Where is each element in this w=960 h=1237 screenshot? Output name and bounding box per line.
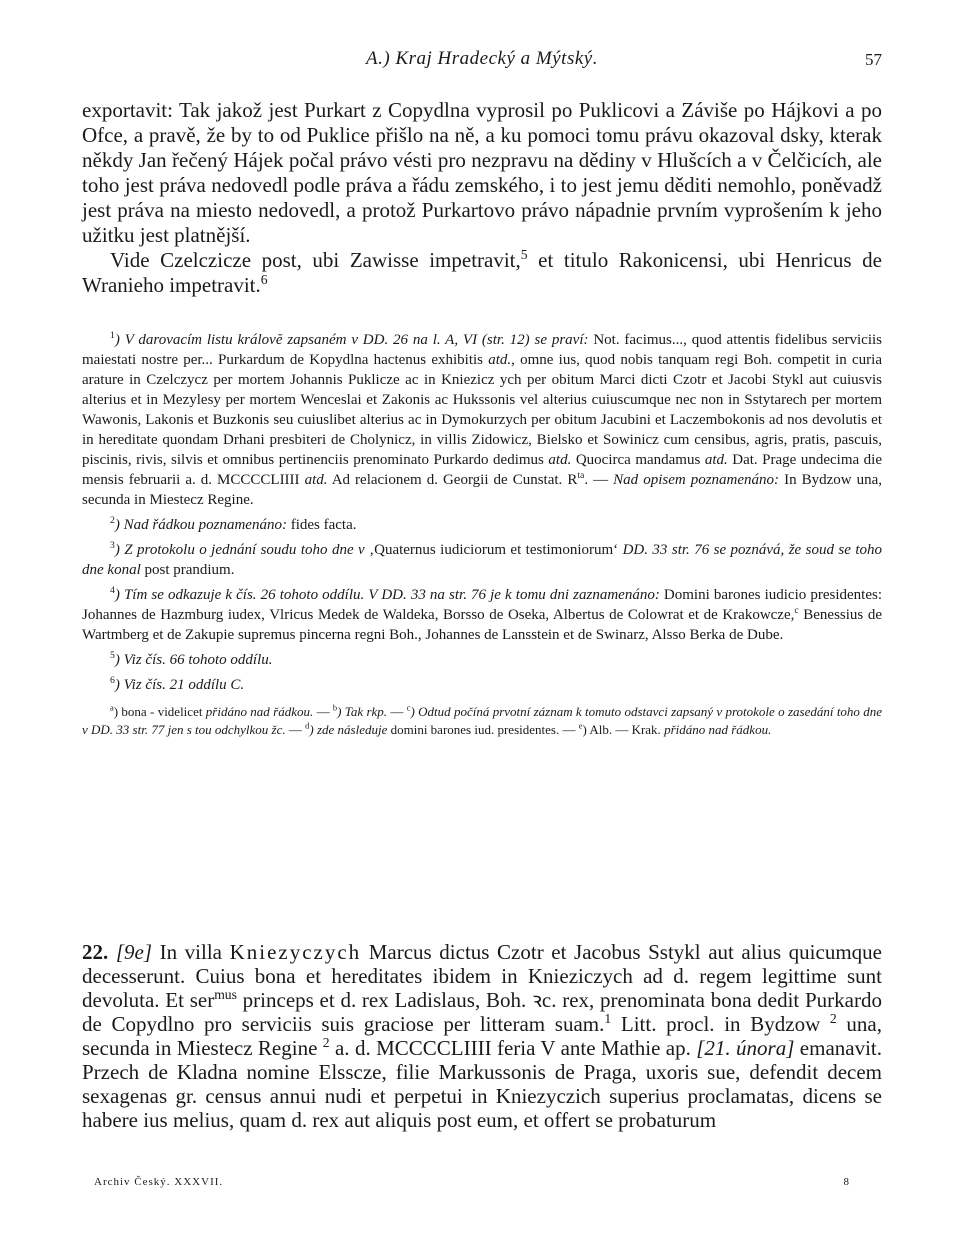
footnote-italic: atd. [704, 452, 728, 468]
footnote-ref: 1 [604, 1011, 612, 1026]
main-text [82, 98, 882, 298]
entry-text: emanavit. Przech de Kladna nomine Elsscze, filie Markussonis de Praga, uxoris sue, defendit decem sexagenas gr. census annui nudi et perpetui in Kniezyczich superius proclamatas, dicens se habere ius melius, quam d. rex aut aliquis post eum, et offert se probaturum [82, 1036, 883, 1132]
footnote-text: Quocirca mandamus [571, 452, 705, 468]
running-title: A.) Kraj Hradecký a Mýtský. [366, 48, 598, 69]
apparatus-marker: c [406, 702, 411, 713]
footnote-text: In Bydzow una, secunda in Miestecz Regine. [82, 472, 883, 508]
footnote-italic: ) Viz čís. 21 oddílu C. [114, 677, 245, 693]
footnote-text: fides facta. [286, 517, 357, 533]
printer-signature: Archiv Český. XXXVII. [94, 1176, 224, 1188]
footnote-text: Benessius de Wartmberg et de Zakupie supremus pincerna regni Boh., Johannes de Lansstein et de Swinarz, Alsso Berka de Dube. [82, 607, 882, 643]
footnote-italic: atd. [304, 472, 328, 488]
footnote-text: Dat. Prage undecima die mensis februarii a. d. MCCCCLIIII [82, 452, 882, 488]
footnote-text: . — [584, 472, 614, 488]
entry-paragraph [82, 940, 882, 1132]
footnote-text: Domini barones iudicio presidentes: Johannes de Hazmburg iudex, Vlricus Medek de Waldeka, Borsso de Oseka, Albertus de Colowrat et de Krakowcze, [82, 587, 882, 623]
footnote-italic: Nad opisem poznamenáno: [613, 472, 780, 488]
footnote-italic: ) Z protokolu o jednání soudu toho dne v [114, 542, 365, 558]
apparatus-marker: d [305, 720, 310, 731]
paragraph-exportavit [82, 98, 882, 248]
entry-text: In villa [159, 940, 230, 964]
footnote-ref: 2 [322, 1035, 330, 1050]
apparatus-text: — [387, 704, 407, 719]
paragraph-text: Vide Czelczicze post, ubi Zawisse impetravit, [110, 248, 521, 272]
footnote-text: Not. facimus..., quod attentis fidelibus serviciis maiestati nostre per... Purkardum de Kopydlna hactenus exhibitis [82, 332, 882, 368]
footnote-ref: 6 [260, 272, 268, 287]
entry-place: Kniezyczych [229, 940, 362, 964]
apparatus-text: domini barones iud. presidentes. — [387, 722, 579, 737]
entry-date: [21. února] [696, 1036, 795, 1060]
apparatus-text: ) bona - videlicet [113, 704, 206, 719]
entry-number: 22. [82, 940, 109, 964]
footnote-marker: 6 [110, 675, 115, 686]
apparatus-marker: e [578, 720, 583, 731]
footnote-marker: 5 [110, 650, 115, 661]
entry-sup: mus [214, 987, 237, 1002]
footnote-italic: DD. 33 str. 76 se poznává, že soud se toho dne konal [82, 542, 882, 578]
footnote-marker: 4 [110, 585, 115, 596]
footnote-marker: 3 [110, 540, 115, 551]
footnote-italic: ) Tím se odkazuje k čís. 26 tohoto oddílu. V DD. 33 na str. 76 je k tomu dni zaznamenáno: [114, 587, 660, 603]
apparatus-italic: ) Odtud počíná prvotní záznam k tomuto odstavci zapsaný v protokole o zasedání toho dne v DD. 33 str. 77 jen s tou odchylkou žc. [82, 704, 883, 737]
footnote-text: post prandium. [140, 562, 235, 578]
apparatus-marker: a [110, 702, 114, 713]
footnote-6 [82, 675, 882, 695]
entry-text: Marcus dictus Czotr et Jacobus Sstykl aut alius quicumque decesserunt. Cuius bona et hereditates ibidem in Knieziczych ad d. regem legittime sunt devoluta. Et ser [82, 940, 882, 1012]
footnote-italic: atd. [488, 352, 512, 368]
apparatus-italic: přidáno nad řádkou. [664, 722, 772, 737]
paragraph-text: exportavit: Tak jakož jest Purkart z Copydlna vyprosil po Puklicovi a Záviše po Hájkovi a po Ofce, a pravě, že by to od Puklice přišlo na ně, a ku pomoci tomu právu okazoval dsky, kterak někdy Jan řečený Hájek počal právo vésti pro nezpravu na dědiny v Hlušcích a v Čelčicích, ale toho jest práva nedovedl podle práva a řádu zemského, i to jest jemu děditi nemohlo, poněvadž jest práva na miesto nedovedl, a protož Purkartovo právo nápadnie prvním vyprošením k jeho užitku jest platnější. [82, 98, 882, 247]
footnote-ref: 2 [829, 1011, 837, 1026]
footnote-4 [82, 585, 882, 645]
apparatus-text: — [313, 704, 333, 719]
footnotes [82, 330, 882, 744]
footnote-3 [82, 540, 882, 580]
entry-text: princeps et d. rex Ladislaus, Boh. ꝛc. rex, prenominata bona dedit Purkardo de Copydlno pro serviciis suis graciose per litteram suam. [82, 988, 882, 1036]
page-header [82, 48, 882, 76]
footnote-marker: 1 [110, 330, 115, 341]
paragraph-vide [82, 248, 882, 298]
critical-apparatus [82, 703, 882, 739]
apparatus-italic: ) zde následuje [309, 722, 388, 737]
apparatus-italic: přidáno nad řádkou. [205, 704, 314, 719]
footnote-sup: c [794, 605, 799, 616]
footnote-italic: atd. [548, 452, 572, 468]
entry-text: una, secunda in Miestecz Regine [82, 1012, 882, 1060]
page-number: 57 [865, 50, 882, 69]
sheet-number: 8 [843, 1176, 850, 1188]
page-footer [82, 1168, 882, 1188]
footnote-1 [82, 330, 882, 510]
footnote-text: , omne ius, quod nobis tanquam regi Boh. competit in curia arature in Czelczycz per mortem Johannis Puklicze ac in Kniezicz ych per obitum Marci dicti Czotr et Jacobi Stykl aut cuiusvis alterius et in Mezylesy per mortem Wenceslai et Zakonis ac Hukssonis vel alterius cuiuscumque nec non in Sstytarech per mortem Wawonis, Lakonis et Buzkonis seu cuiuslibet alterius ac in Dymokurzych per obitum Jacubini et Laczembokonis ad nos devolutis et in hereditate quondam Drhani presbiteri de Cholynicz, in villis Zidowicz, Bielsko et Sowinicz cum censibus, agris, pratis, pascuis, piscinis, rivis, silvis et omnibus pertinenciis prenominato Purkardo dedimus [82, 352, 883, 468]
apparatus-text: ) Alb. — Krak. [582, 722, 665, 737]
footnote-5 [82, 650, 882, 670]
footnote-sup: ta [577, 470, 585, 481]
footnote-italic: ) Nad řádkou poznamenáno: [114, 517, 287, 533]
footnote-ref: 5 [520, 247, 528, 262]
footnote-italic: ) Viz čís. 66 tohoto oddílu. [114, 652, 273, 668]
entry-text: a. d. MCCCCLIIII feria V ante Mathie ap. [329, 1036, 697, 1060]
entry-sigla: [9e] [108, 940, 160, 964]
footnote-2 [82, 515, 882, 535]
apparatus-text: — [285, 722, 306, 737]
footnote-italic: ) V darovacím listu královĕ zapsaném v DD. 26 na l. A, VI (str. 12) se praví: [114, 332, 594, 348]
footnote-text: Ad relacionem d. Georgii de Cunstat. R [327, 472, 578, 488]
footnote-marker: 2 [110, 515, 115, 526]
entry-text: Litt. procl. in Bydzow [611, 1012, 830, 1036]
apparatus-italic: ) Tak rkp. [337, 704, 388, 719]
entry-22 [82, 940, 882, 1132]
footnote-text: ‚Quaternus iudiciorum et testimoniorum‘ [364, 542, 623, 558]
apparatus-marker: b [332, 702, 338, 713]
paragraph-text: et titulo Rakonicensi, ubi Henricus de Wranieho impetravit. [82, 248, 882, 297]
